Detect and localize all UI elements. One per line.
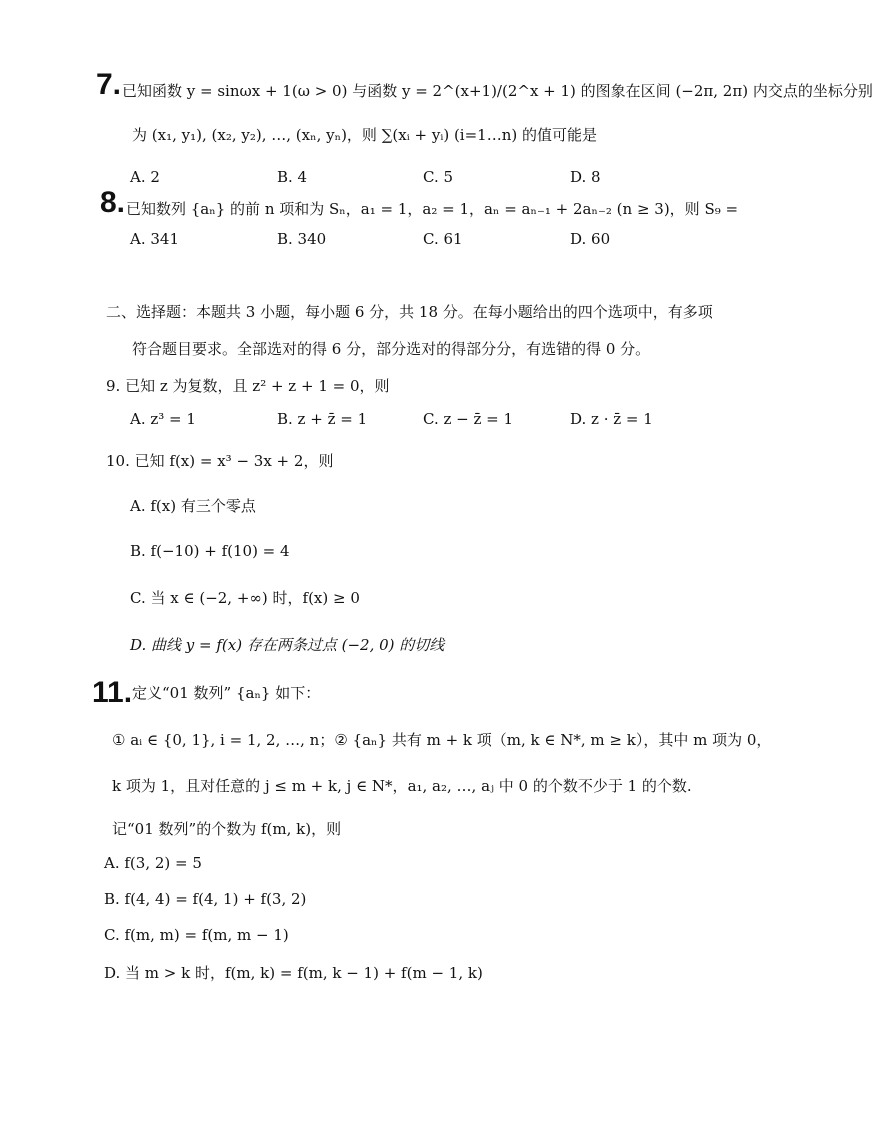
q7-stem-line1: 已知函数 y = sinωx + 1(ω > 0) 与函数 y = 2^(x+1)/(2^x + 1) 的图象在区间 (−2π, 2π) 内交点的坐标分别 bbox=[122, 82, 873, 100]
q8-option-d: D. 60 bbox=[570, 230, 611, 248]
q9-stem: 9. 已知 z 为复数，且 z² + z + 1 = 0，则 bbox=[106, 377, 390, 395]
q10-option-a: A. f(x) 有三个零点 bbox=[130, 497, 256, 515]
q11-option-a: A. f(3, 2) = 5 bbox=[104, 854, 202, 872]
q11-stem-line3: k 项为 1，且对任意的 j ≤ m + k, j ∈ N*，a₁, a₂, …, aⱼ 中 0 的个数不少于 1 的个数. bbox=[112, 777, 692, 795]
q8-stem: 已知数列 {aₙ} 的前 n 项和为 Sₙ，a₁ = 1，a₂ = 1，aₙ = aₙ₋₁ + 2aₙ₋₂ (n ≥ 3)，则 S₉ = bbox=[126, 200, 739, 218]
q9-option-b: B. z + z̄ = 1 bbox=[277, 410, 368, 428]
q7-option-d: D. 8 bbox=[570, 168, 601, 186]
q11-option-d: D. 当 m > k 时，f(m, k) = f(m, k − 1) + f(m − 1, k) bbox=[104, 964, 483, 982]
q8-number: 8. bbox=[100, 186, 126, 219]
q9-option-d: D. z · z̄ = 1 bbox=[570, 410, 653, 428]
q7-option-a: A. 2 bbox=[130, 168, 160, 186]
q10-option-b: B. f(−10) + f(10) = 4 bbox=[130, 542, 290, 560]
q7-option-c: C. 5 bbox=[423, 168, 454, 186]
q11-stem-line4: 记“01 数列”的个数为 f(m, k)，则 bbox=[112, 820, 342, 838]
q8-option-b: B. 340 bbox=[277, 230, 327, 248]
q10-option-c: C. 当 x ∈ (−2, +∞) 时，f(x) ≥ 0 bbox=[130, 589, 360, 607]
section2-instructions-line1: 二、选择题：本题共 3 小题，每小题 6 分，共 18 分。在每小题给出的四个选项中，有多项 bbox=[106, 303, 713, 321]
q10-option-d: D. 曲线 y = f(x) 存在两条过点 (−2, 0) 的切线 bbox=[130, 636, 445, 654]
q9-option-c: C. z − z̄ = 1 bbox=[423, 410, 514, 428]
q8-option-a: A. 341 bbox=[130, 230, 179, 248]
q11-option-b: B. f(4, 4) = f(4, 1) + f(3, 2) bbox=[104, 890, 307, 908]
q11-stem-line2: ① aᵢ ∈ {0, 1}, i = 1, 2, …, n；② {aₙ} 共有 m + k 项（m, k ∈ N*, m ≥ k），其中 m 项为 0， bbox=[112, 731, 772, 749]
q7-stem-line2: 为 (x₁, y₁), (x₂, y₂), …, (xₙ, yₙ)，则 ∑(xᵢ + yᵢ) (i=1…n) 的值可能是 bbox=[132, 126, 597, 144]
q11-option-c: C. f(m, m) = f(m, m − 1) bbox=[104, 926, 289, 944]
section2-instructions-line2: 符合题目要求。全部选对的得 6 分，部分选对的得部分分，有选错的得 0 分。 bbox=[132, 340, 651, 358]
q7-option-b: B. 4 bbox=[277, 168, 308, 186]
q8-option-c: C. 61 bbox=[423, 230, 463, 248]
q11-stem-line1: 定义“01 数列” {aₙ} 如下： bbox=[132, 684, 321, 702]
q7-number: 7. bbox=[96, 68, 122, 101]
q11-number: 11. bbox=[92, 676, 133, 709]
q10-stem: 10. 已知 f(x) = x³ − 3x + 2，则 bbox=[106, 452, 334, 470]
q9-option-a: A. z³ = 1 bbox=[130, 410, 196, 428]
